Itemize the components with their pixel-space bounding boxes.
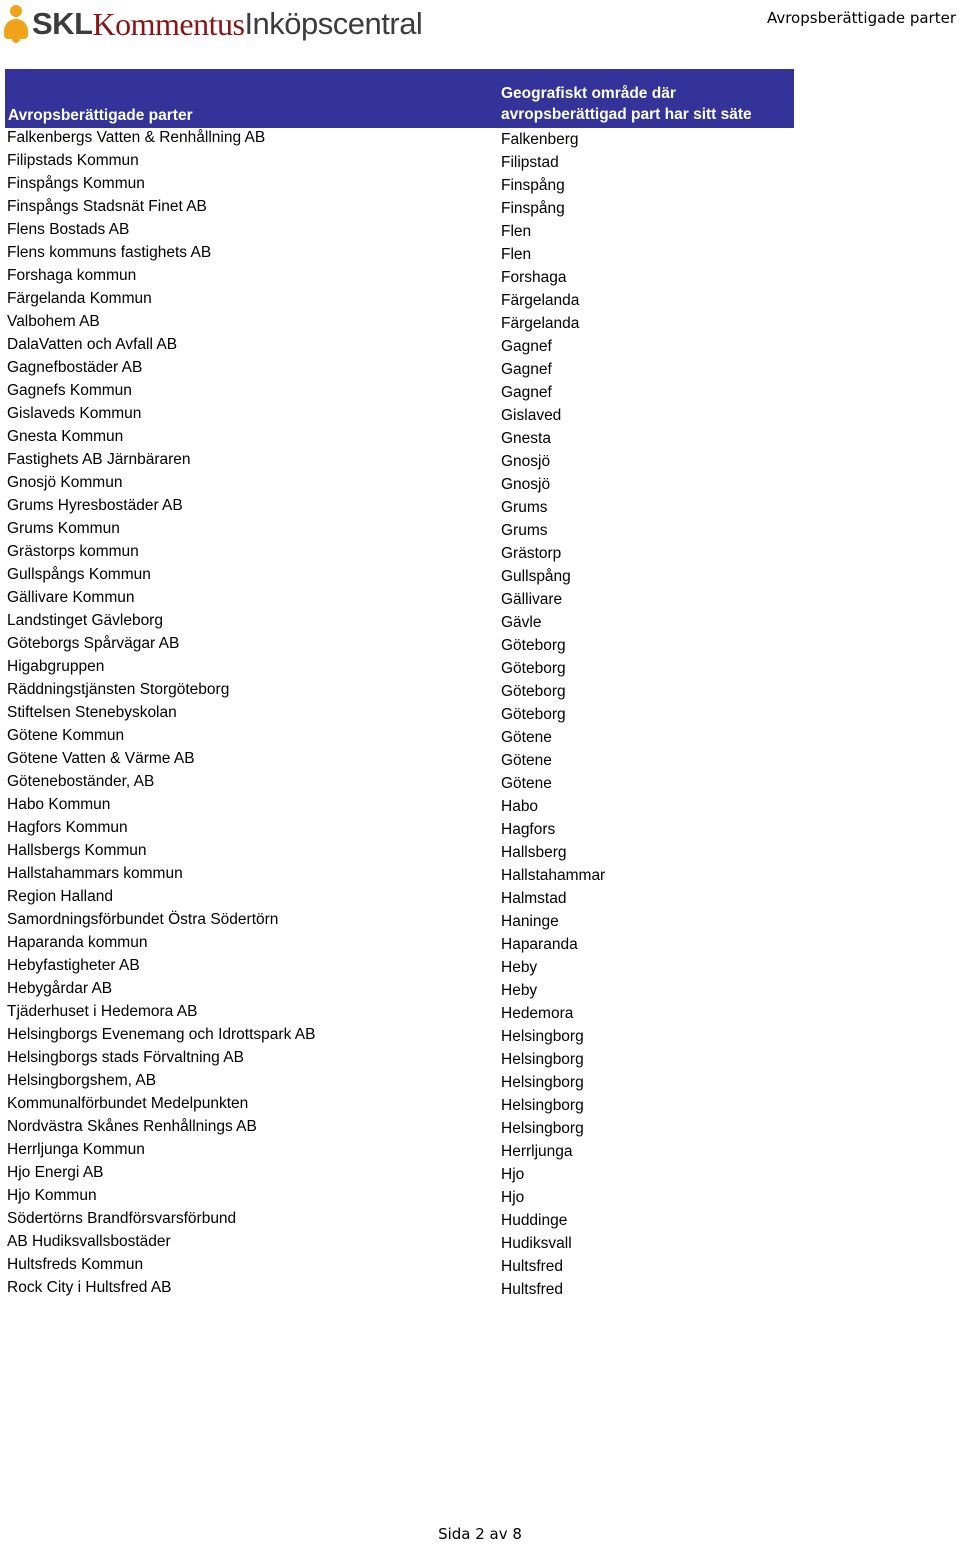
area-cell: Göteborg	[501, 637, 566, 654]
area-cell: Gävle	[501, 614, 542, 631]
area-cell: Hallsberg	[501, 844, 567, 861]
table-row	[0, 818, 800, 841]
table-row	[0, 335, 800, 358]
area-cell: Flen	[501, 246, 532, 263]
party-name-cell: Götene Kommun	[7, 727, 125, 744]
party-name-cell: Stiftelsen Stenebyskolan	[7, 704, 177, 721]
table-header	[5, 69, 794, 128]
area-cell: Hagfors	[501, 821, 556, 838]
table-row	[0, 887, 800, 910]
area-cell: Haparanda	[501, 936, 578, 953]
party-name-cell: Göteborgs Spårvägar AB	[7, 635, 180, 652]
party-name-cell: Gnosjö Kommun	[7, 474, 123, 491]
area-cell: Grästorp	[501, 545, 562, 562]
party-name-cell: Filipstads Kommun	[7, 152, 139, 169]
area-cell: Habo	[501, 798, 539, 815]
party-name-cell: Samordningsförbundet Östra Södertörn	[7, 911, 279, 928]
area-cell: Flen	[501, 223, 532, 240]
party-name-cell: Helsingborgs Evenemang och Idrottspark AB	[7, 1026, 316, 1043]
area-cell: Gnosjö	[501, 453, 551, 470]
party-name-cell: Gnesta Kommun	[7, 428, 124, 445]
table-row	[0, 933, 800, 956]
area-cell: Grums	[501, 522, 548, 539]
area-cell: Gagnef	[501, 384, 552, 401]
table-row	[0, 1255, 800, 1278]
area-cell: Filipstad	[501, 154, 559, 171]
area-cell: Helsingborg	[501, 1120, 584, 1137]
party-name-cell: Räddningstjänsten Storgöteborg	[7, 681, 230, 698]
party-name-cell: Hebygårdar AB	[7, 980, 113, 997]
area-cell: Göteborg	[501, 660, 566, 677]
party-name-cell: Flens Bostads AB	[7, 221, 130, 238]
party-name-cell: Gagnefs Kommun	[7, 382, 132, 399]
party-name-cell: Habo Kommun	[7, 796, 111, 813]
party-name-cell: Gullspångs Kommun	[7, 566, 151, 583]
table-row	[0, 841, 800, 864]
party-name-cell: Tjäderhuset i Hedemora AB	[7, 1003, 198, 1020]
table-row	[0, 358, 800, 381]
party-name-cell: Grästorps kommun	[7, 543, 139, 560]
table-row	[0, 795, 800, 818]
table-row	[0, 588, 800, 611]
table-row	[0, 427, 800, 450]
page-header-title: Avropsberättigade parter	[766, 9, 956, 27]
party-name-cell: Färgelanda Kommun	[7, 290, 152, 307]
area-cell: Helsingborg	[501, 1051, 584, 1068]
area-cell: Forshaga	[501, 269, 567, 286]
party-name-cell: Hjo Energi AB	[7, 1164, 104, 1181]
table-row	[0, 634, 800, 657]
area-cell: Hallstahammar	[501, 867, 606, 884]
table-row	[0, 864, 800, 887]
party-name-cell: DalaVatten och Avfall AB	[7, 336, 178, 353]
area-cell: Gnesta	[501, 430, 551, 447]
area-cell: Gislaved	[501, 407, 562, 424]
column-header-area-line2: avropsberättigad part har sitt säte	[501, 106, 752, 123]
area-cell: Huddinge	[501, 1212, 568, 1229]
page-number: Sida 2 av 8	[438, 1525, 522, 1543]
party-name-cell: Hebyfastigheter AB	[7, 957, 140, 974]
party-name-cell: Finspångs Stadsnät Finet AB	[7, 198, 207, 215]
party-name-cell: Hallstahammars kommun	[7, 865, 183, 882]
table-row	[0, 542, 800, 565]
table-row	[0, 956, 800, 979]
table-row	[0, 450, 800, 473]
party-name-cell: Gällivare Kommun	[7, 589, 135, 606]
party-name-cell: Finspångs Kommun	[7, 175, 145, 192]
party-name-cell: Landstinget Gävleborg	[7, 612, 163, 629]
table-row	[0, 1232, 800, 1255]
table-row	[0, 151, 800, 174]
table-row	[0, 680, 800, 703]
table-row	[0, 726, 800, 749]
column-header-area-line1: Geografiskt område där	[501, 85, 676, 102]
party-name-cell: Gislaveds Kommun	[7, 405, 142, 422]
table-row	[0, 565, 800, 588]
area-cell: Gagnef	[501, 338, 552, 355]
logo-inkopscentral-text: Inköpscentral	[244, 6, 423, 41]
table-row	[0, 243, 800, 266]
column-header-area	[501, 83, 752, 125]
area-cell: Grums	[501, 499, 548, 516]
table-row	[0, 266, 800, 289]
area-cell: Göteborg	[501, 683, 566, 700]
area-cell: Hultsfred	[501, 1258, 564, 1275]
party-name-cell: Hultsfreds Kommun	[7, 1256, 144, 1273]
logo-kommentus-text: Kommentus	[92, 5, 245, 42]
area-cell: Göteborg	[501, 706, 566, 723]
table-row	[0, 979, 800, 1002]
party-name-cell: Herrljunga Kommun	[7, 1141, 145, 1158]
area-cell: Halmstad	[501, 890, 567, 907]
table-row	[0, 519, 800, 542]
party-name-cell: Region Halland	[7, 888, 113, 905]
area-cell: Färgelanda	[501, 315, 580, 332]
party-name-cell: Grums Kommun	[7, 520, 120, 537]
area-cell: Haninge	[501, 913, 559, 930]
party-name-cell: Hallsbergs Kommun	[7, 842, 147, 859]
area-cell: Helsingborg	[501, 1074, 584, 1091]
party-name-cell: Higabgruppen	[7, 658, 105, 675]
table-row	[0, 749, 800, 772]
area-cell: Hedemora	[501, 1005, 574, 1022]
table-row	[0, 174, 800, 197]
table-row	[0, 703, 800, 726]
party-name-cell: Falkenbergs Vatten & Renhållning AB	[7, 129, 266, 146]
logo	[0, 2, 422, 46]
party-name-cell: Helsingborgshem, AB	[7, 1072, 157, 1089]
table-row	[0, 1209, 800, 1232]
party-name-cell: Forshaga kommun	[7, 267, 137, 284]
table-row	[0, 220, 800, 243]
table-row	[0, 312, 800, 335]
area-cell: Götene	[501, 729, 552, 746]
table-row	[0, 1186, 800, 1209]
table-row	[0, 611, 800, 634]
party-name-cell: Fastighets AB Järnbäraren	[7, 451, 191, 468]
table-row	[0, 1117, 800, 1140]
table-row	[0, 496, 800, 519]
area-cell: Götene	[501, 775, 552, 792]
party-name-cell: Grums Hyresbostäder AB	[7, 497, 183, 514]
party-name-cell: Hjo Kommun	[7, 1187, 97, 1204]
party-name-cell: Gagnefbostäder AB	[7, 359, 143, 376]
table-row	[0, 128, 800, 151]
area-cell: Helsingborg	[501, 1028, 584, 1045]
table-row	[0, 197, 800, 220]
party-name-cell: Kommunalförbundet Medelpunkten	[7, 1095, 249, 1112]
area-cell: Hjo	[501, 1166, 525, 1183]
party-name-cell: Hagfors Kommun	[7, 819, 128, 836]
party-name-cell: Rock City i Hultsfred AB	[7, 1279, 172, 1296]
party-name-cell: Götene Vatten & Värme AB	[7, 750, 195, 767]
area-cell: Gnosjö	[501, 476, 551, 493]
column-header-parties: Avropsberättigade parter	[8, 107, 193, 124]
table-body	[0, 128, 800, 1301]
table-row	[0, 404, 800, 427]
logo-skl-text: SKL	[32, 6, 93, 41]
table-row	[0, 1278, 800, 1301]
party-name-cell: Haparanda kommun	[7, 934, 148, 951]
table-row	[0, 772, 800, 795]
area-cell: Gagnef	[501, 361, 552, 378]
area-cell: Finspång	[501, 200, 565, 217]
party-name-cell: Flens kommuns fastighets AB	[7, 244, 212, 261]
area-cell: Gällivare	[501, 591, 563, 608]
area-cell: Götene	[501, 752, 552, 769]
party-name-cell: Södertörns Brandförsvarsförbund	[7, 1210, 237, 1227]
area-cell: Hudiksvall	[501, 1235, 572, 1252]
person-logo-icon	[2, 5, 30, 43]
area-cell: Herrljunga	[501, 1143, 573, 1160]
party-name-cell: AB Hudiksvallsbostäder	[7, 1233, 171, 1250]
table-row	[0, 1048, 800, 1071]
table-row	[0, 1140, 800, 1163]
table-row	[0, 1071, 800, 1094]
table-row	[0, 1163, 800, 1186]
table-row	[0, 289, 800, 312]
party-name-cell: Nordvästra Skånes Renhållnings AB	[7, 1118, 257, 1135]
area-cell: Finspång	[501, 177, 565, 194]
party-name-cell: Valbohem AB	[7, 313, 100, 330]
area-cell: Färgelanda	[501, 292, 580, 309]
table-row	[0, 1094, 800, 1117]
area-cell: Helsingborg	[501, 1097, 584, 1114]
table-row	[0, 1025, 800, 1048]
party-name-cell: Göteneboständer, AB	[7, 773, 155, 790]
table-row	[0, 1002, 800, 1025]
area-cell: Heby	[501, 982, 538, 999]
area-cell: Falkenberg	[501, 131, 579, 148]
table-row	[0, 657, 800, 680]
table-row	[0, 473, 800, 496]
area-cell: Heby	[501, 959, 538, 976]
table-row	[0, 910, 800, 933]
area-cell: Gullspång	[501, 568, 571, 585]
area-cell: Hultsfred	[501, 1281, 564, 1298]
party-name-cell: Helsingborgs stads Förvaltning AB	[7, 1049, 244, 1066]
area-cell: Hjo	[501, 1189, 525, 1206]
table-row	[0, 381, 800, 404]
